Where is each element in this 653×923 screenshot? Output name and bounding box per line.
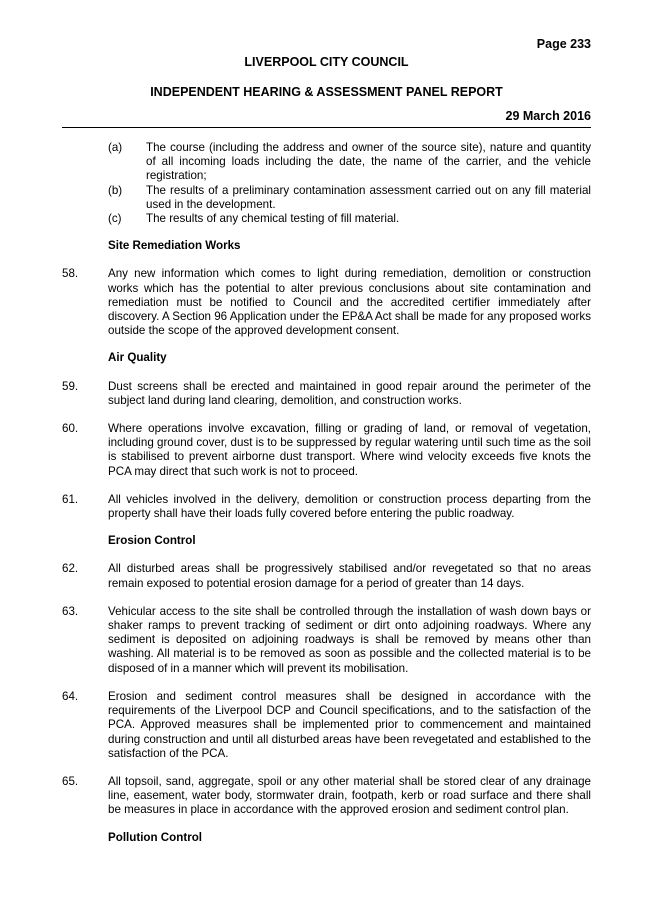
numbered-condition (62, 422, 591, 479)
report-date: 29 March 2016 (505, 109, 591, 123)
numbered-condition (62, 605, 591, 676)
condition-number: 61. (62, 492, 79, 506)
list-item (62, 184, 591, 212)
document-body (62, 141, 591, 845)
header-rule (62, 127, 591, 128)
condition-text: Where operations involve excavation, filling or grading of land, or removal of vegetation, including ground cover, dust is to be suppressed by regular watering until such time as the soil is stabilised to prevent airborne dust transport. Where wind velocity exceeds five knots the PCA may direct that such work is not to proceed. (108, 422, 591, 478)
condition-text: All vehicles involved in the delivery, demolition or construction process departing from the property shall have their loads fully covered before entering the public roadway. (108, 492, 591, 521)
numbered-condition (62, 380, 591, 408)
council-name: LIVERPOOL CITY COUNCIL (244, 55, 409, 69)
section-heading: Pollution Control (108, 830, 203, 844)
page-number: Page 233 (536, 37, 591, 51)
numbered-condition (62, 493, 591, 521)
condition-text: Erosion and sediment control measures shall be designed in accordance with the requirements of the Liverpool DCP and Council specifications, and to the satisfaction of the PCA. Approved measures shall be implemented prior to commencement and maintained during construction and until all disturbed areas have been revegetated and established to the satisfaction of the PCA. (108, 689, 591, 760)
condition-text: All disturbed areas shall be progressively stabilised and/or revegetated so that no areas remain exposed to potential erosion damage for a period of greater than 14 days. (108, 562, 591, 590)
condition-number: 59. (62, 379, 79, 393)
list-item (62, 141, 591, 184)
numbered-condition (62, 775, 591, 818)
condition-text: Vehicular access to the site shall be controlled through the installation of wash down bays or shaker ramps to prevent tracking of sediment or dirt onto adjoining roadways. Where any sediment is deposited on adjoining roadways is shall be removed by means other than washing. All material is to be removed as soon as possible and the collected material is to be disposed of in a manner which will prevent its mobilisation. (108, 604, 591, 675)
numbered-condition (62, 690, 591, 761)
condition-text: Dust screens shall be erected and maintained in good repair around the perimeter of the subject land during land clearing, demolition, and construction works. (108, 379, 591, 407)
condition-number: 63. (62, 604, 79, 618)
list-item-text: The course (including the address and owner of the source site), nature and quantity of all incoming loads including the date, the name of the carrier, and the vehicle registration; (146, 141, 591, 183)
list-item (62, 212, 591, 226)
list-item-marker: (a) (108, 141, 123, 154)
numbered-condition (62, 267, 591, 338)
condition-number: 62. (62, 562, 79, 576)
list-item-marker: (b) (108, 183, 123, 197)
condition-number: 58. (62, 267, 79, 281)
list-item-text: The results of a preliminary contamination assessment carried out on any fill material used in the development. (146, 183, 591, 211)
condition-text: All topsoil, sand, aggregate, spoil or any other material shall be stored clear of any drainage line, easement, water body, stormwater drain, footpath, kerb or road surface and there shall be measures in place in accordance with the approved erosion and sediment control plan. (108, 774, 591, 817)
condition-number: 65. (62, 774, 79, 788)
report-title: INDEPENDENT HEARING & ASSESSMENT PANEL REPORT (150, 85, 503, 99)
section-heading: Air Quality (108, 351, 167, 365)
list-item-text: The results of any chemical testing of fill material. (146, 212, 400, 226)
condition-text: Any new information which comes to light during remediation, demolition or construction works which has the potential to alter previous conclusions about site contamination and remediation must be notified to Council and the accredited certifier immediately after discovery. A Section 96 Application under the EP&A Act shall be made for any proposed works outside the scope of the approved development consent. (108, 267, 591, 338)
condition-number: 64. (62, 689, 79, 703)
condition-number: 60. (62, 422, 79, 436)
list-item-marker: (c) (108, 212, 122, 226)
numbered-condition (62, 562, 591, 590)
section-heading: Site Remediation Works (108, 239, 241, 253)
section-heading: Erosion Control (108, 534, 196, 548)
